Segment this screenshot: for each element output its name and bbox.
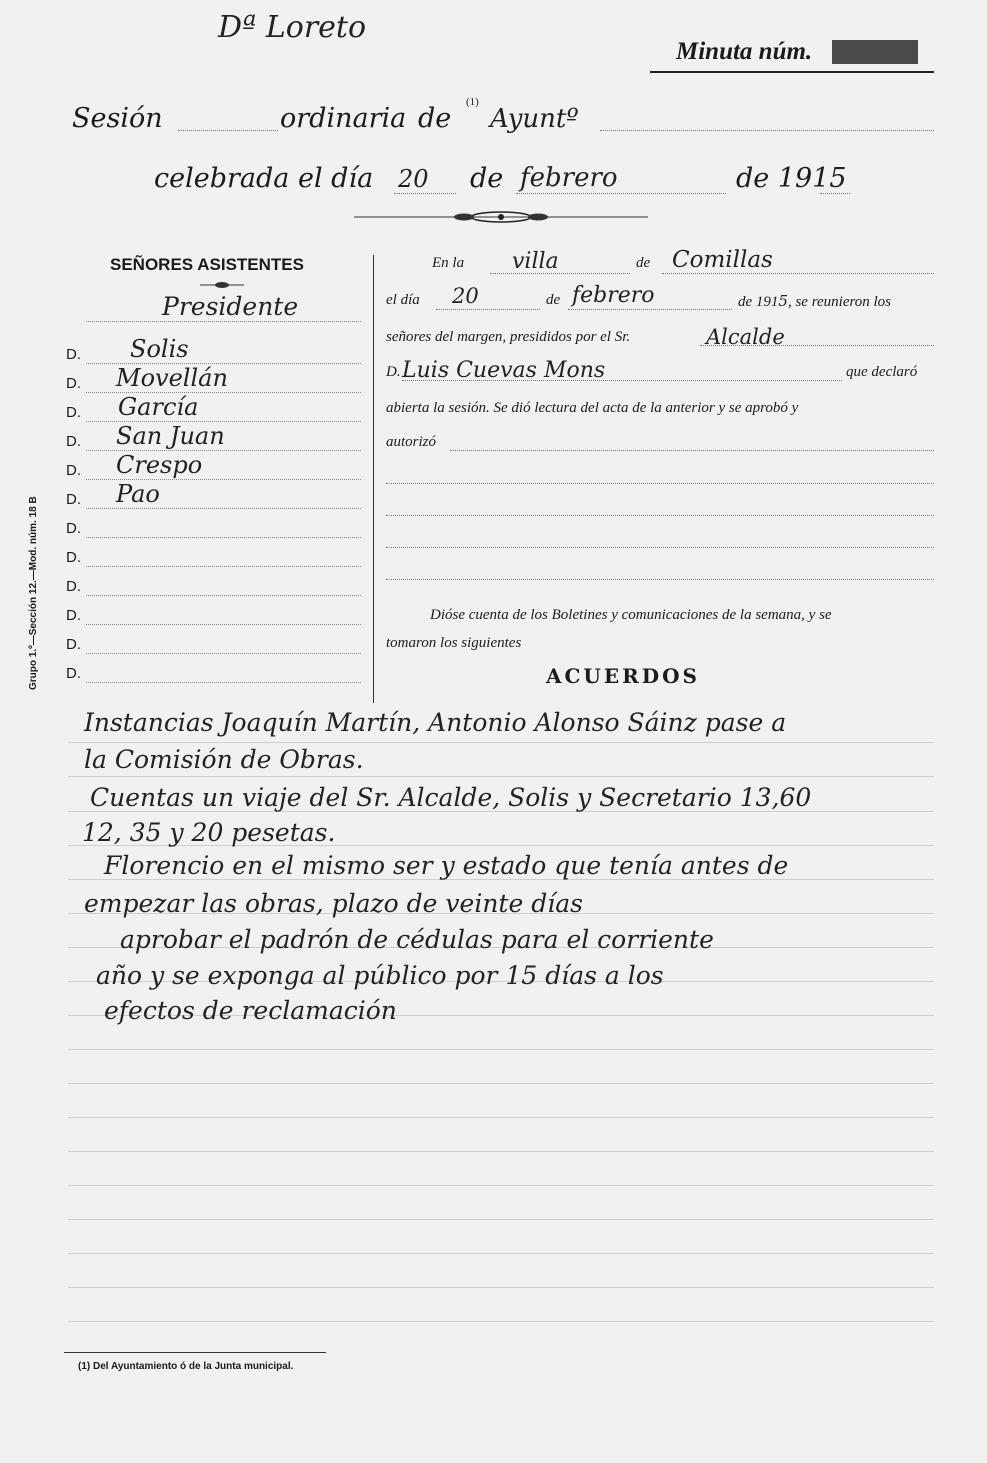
intro-month: febrero xyxy=(572,283,655,308)
minuta-underline xyxy=(650,71,934,73)
sesion-type: ordinaria xyxy=(280,103,407,134)
archive-note: Dª Loreto xyxy=(218,10,367,45)
footnote-rule xyxy=(64,1352,326,1353)
acuerdo-line: Cuentas un viaje del Sr. Alcalde, Solis y Secretario 13,60 xyxy=(90,783,812,812)
attendees-heading: SEÑORES ASISTENTES xyxy=(110,255,304,274)
attendee-name: Pao xyxy=(116,480,160,508)
footnote-mark: (1) xyxy=(466,96,479,108)
intro-que-declaro: que declaró xyxy=(846,364,918,380)
attendee-prefix: D. xyxy=(66,346,81,363)
session-year-digit: 5 xyxy=(829,163,847,194)
attendee-prefix: D. xyxy=(66,462,81,479)
acuerdos-heading: ACUERDOS xyxy=(546,664,700,688)
acuerdo-line: la Comisión de Obras. xyxy=(84,745,364,774)
presidente-label: Presidente xyxy=(162,292,299,321)
footnote-text: (1) Del Ayuntamiento ó de la Junta municipal. xyxy=(78,1361,294,1372)
celebrada-label: celebrada el día xyxy=(154,163,374,194)
intro-reunieron: , se reunieron los xyxy=(787,294,892,310)
session-day: 20 xyxy=(398,165,429,193)
attendee-name: Movellán xyxy=(116,364,228,392)
acuerdo-line: efectos de reclamación xyxy=(104,996,397,1025)
sesion-label: Sesión xyxy=(72,103,163,134)
de-label: de xyxy=(418,103,452,134)
intro-de-2: de xyxy=(546,292,561,308)
attendee-name: San Juan xyxy=(116,422,225,450)
attendee-name: García xyxy=(118,393,199,421)
presidente-title: Alcalde xyxy=(706,325,785,349)
acuerdo-line: aprobar el padrón de cédulas para el corriente xyxy=(120,925,714,954)
intro-en-la: En la xyxy=(432,255,465,271)
column-divider xyxy=(373,255,374,703)
small-ornament xyxy=(200,280,244,290)
print-code: Grupo 1.º—Sección 12.—Mod. núm. 18 B xyxy=(28,496,39,690)
intro-autorizo: autorizó xyxy=(386,434,437,450)
attendee-prefix: D. xyxy=(66,549,81,566)
minuta-number-redacted: ██████ xyxy=(832,40,918,64)
attendee-prefix: D. xyxy=(66,607,81,624)
acuerdo-line: Florencio en el mismo ser y estado que tenía antes de xyxy=(104,851,789,880)
intro-year xyxy=(738,292,891,311)
attendee-prefix: D. xyxy=(66,636,81,653)
attendee-name: Crespo xyxy=(116,451,203,479)
attendee-prefix: D. xyxy=(66,491,81,508)
session-month: febrero xyxy=(520,163,618,193)
intro-year-prefix: de 191 xyxy=(738,294,779,310)
intro-abierta: abierta la sesión. Se dió lectura del acta de la anterior y se aprobó y xyxy=(386,400,799,416)
ornament-divider xyxy=(354,208,648,226)
intro-de: de xyxy=(636,255,651,271)
locality-name: Comillas xyxy=(672,247,773,273)
de-label-2: de xyxy=(470,163,504,194)
intro-day: 20 xyxy=(452,284,479,308)
session-year xyxy=(736,163,847,194)
minuta-label: Minuta núm. xyxy=(676,38,813,65)
intro-d-prefix: D. xyxy=(386,364,401,380)
acuerdo-line: empezar las obras, plazo de veinte días xyxy=(84,889,583,918)
attendee-prefix: D. xyxy=(66,375,81,392)
attendee-name: Solis xyxy=(130,335,189,363)
acuerdo-line: año y se exponga al público por 15 días a los xyxy=(96,961,664,990)
boletines-line2: tomaron los siguientes xyxy=(386,635,522,651)
locality-type: villa xyxy=(512,249,559,274)
boletines-line1: Dióse cuenta de los Boletines y comunicaciones de la semana, y se xyxy=(430,607,832,623)
intro-year-digit: 5 xyxy=(778,292,788,310)
attendee-prefix: D. xyxy=(66,404,81,421)
session-body: Ayuntº xyxy=(490,104,579,134)
intro-el-dia: el día xyxy=(386,292,420,308)
print-code-spacer xyxy=(30,480,31,481)
attendee-prefix: D. xyxy=(66,433,81,450)
attendee-prefix: D. xyxy=(66,520,81,537)
attendee-prefix: D. xyxy=(66,578,81,595)
president-name: Luis Cuevas Mons xyxy=(402,358,606,383)
session-year-prefix: de 191 xyxy=(736,163,830,194)
acuerdo-line: 12, 35 y 20 pesetas. xyxy=(82,818,336,847)
intro-senores: señores del margen, presididos por el Sr. xyxy=(386,329,631,345)
acuerdo-line: Instancias Joaquín Martín, Antonio Alonso Sáinz pase a xyxy=(84,708,787,737)
attendee-prefix: D. xyxy=(66,665,81,682)
